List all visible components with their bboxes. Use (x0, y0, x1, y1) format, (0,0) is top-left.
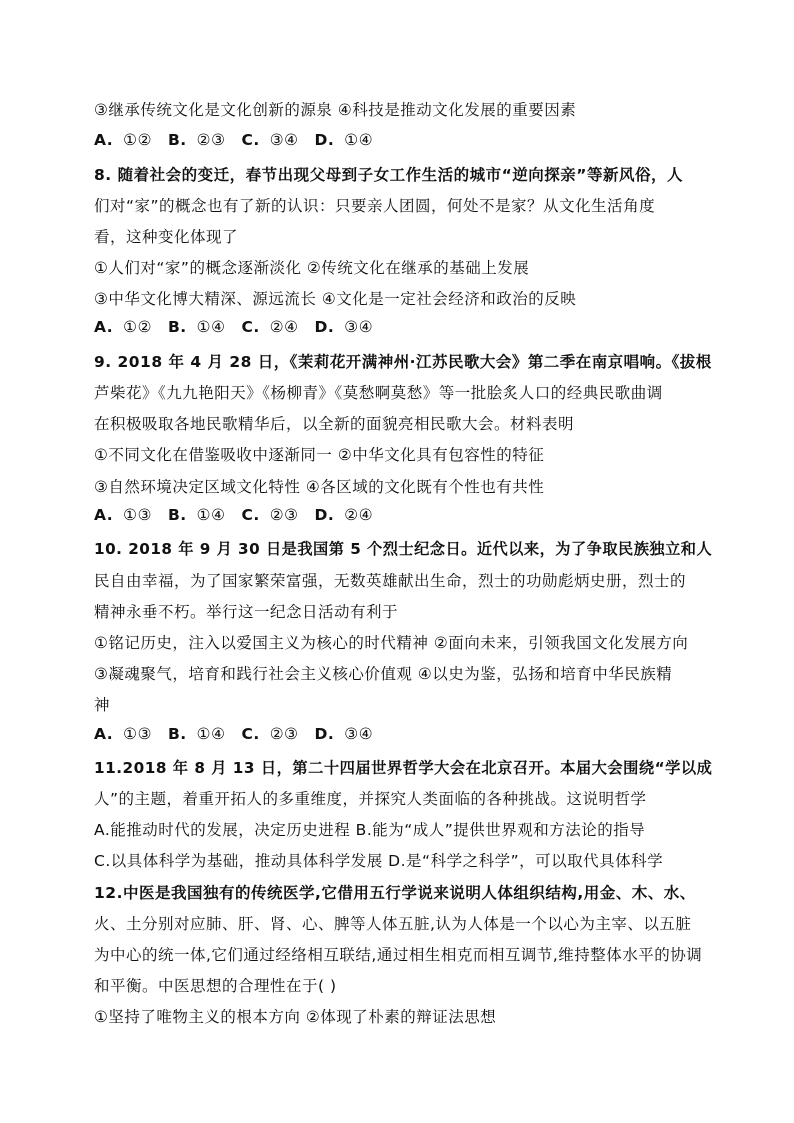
question-stem: 11.2018 年 8 月 13 日，第二十四届世界哲学大会在北京召开。本届大会围绕“学以成 (94, 759, 713, 777)
text-line: 看，这种变化体现了 (94, 228, 239, 246)
answer-options (94, 506, 389, 524)
option-value: ③④ (269, 131, 299, 149)
option-label: B. (167, 131, 187, 149)
option-label: C. (241, 318, 260, 336)
option-value: ②④ (269, 318, 299, 336)
text-line: ③继承传统文化是文化创新的源泉 ④科技是推动文化发展的重要因素 (94, 101, 577, 119)
option-value: ①② (123, 318, 152, 336)
text-line: 芦柴花》《九九艳阳天》《杨柳青》《莫愁啊莫愁》等一批脍炙人口的经典民歌曲调 (94, 384, 663, 402)
option-label: A. (94, 725, 114, 743)
text-line: ③凝魂聚气，培育和践行社会主义核心价值观 ④以史为鉴，弘扬和培育中华民族精 (94, 665, 673, 683)
option-label: A. (94, 506, 114, 524)
option-label: B. (167, 725, 187, 743)
option-label: D. (314, 318, 335, 336)
option-value: ①④ (196, 506, 226, 524)
text-line: ③自然环境决定区域文化特性 ④各区域的文化既有个性也有共性 (94, 478, 545, 496)
option-label: D. (314, 131, 335, 149)
option-value: ②③ (269, 506, 299, 524)
option-value: ①④ (196, 318, 226, 336)
text-line: 民自由幸福，为了国家繁荣富强，无数英雄献出生命，烈士的功勋彪炳史册，烈士的 (94, 572, 687, 590)
question-stem: 8. 随着社会的变迁，春节出现父母到子女工作生活的城市“逆向探亲”等新风俗，人 (94, 166, 683, 184)
option-label: C. (241, 131, 260, 149)
text-line: 人”的主题，着重开拓人的多重维度，并探究人类面临的各种挑战。这说明哲学 (94, 790, 647, 808)
text-line: A.能推动时代的发展，决定历史进程 B.能为“成人”提供世界观和方法论的指导 (94, 821, 646, 839)
text-line: 在积极吸取各地民歌精华后，以全新的面貌亮相民歌大会。材料表明 (94, 415, 575, 433)
option-label: C. (241, 506, 260, 524)
option-value: ③④ (344, 725, 374, 743)
text-line: 为中心的统一体,它们通过经络相互联结,通过相生相克而相互调节,维持整体水平的协调 (94, 946, 703, 964)
option-value: ①② (123, 131, 152, 149)
answer-options (94, 318, 389, 336)
option-value: ①④ (344, 131, 374, 149)
text-line: ①人们对“家”的概念逐渐淡化 ②传统文化在继承的基础上发展 (94, 259, 530, 277)
text-line: ①坚持了唯物主义的根本方向 ②体现了朴素的辩证法思想 (94, 1008, 497, 1026)
question-stem: 9. 2018 年 4 月 28 日，《茉莉花开满神州·江苏民歌大会》第二季在南京唱响。《拔根 (94, 353, 712, 371)
option-value: ②④ (344, 506, 374, 524)
option-value: ③④ (344, 318, 374, 336)
text-line: ③中华文化博大精深、源远流长 ④文化是一定社会经济和政治的反映 (94, 290, 577, 308)
question-stem: 10. 2018 年 9 月 30 日是我国第 5 个烈士纪念日。近代以来，为了争取民族独立和人 (94, 540, 713, 558)
text-line: 神 (94, 696, 111, 714)
option-value: ①④ (196, 725, 226, 743)
text-line: ①不同文化在借鉴吸收中逐渐同一 ②中华文化具有包容性的特征 (94, 446, 545, 464)
text-line: 和平衡。中医思想的合理性在于( ) (94, 977, 337, 995)
text-line: 精神永垂不朽。举行这一纪念日活动有利于 (94, 603, 399, 621)
text-line: ①铭记历史，注入以爱国主义为核心的时代精神 ②面向未来，引领我国文化发展方向 (94, 634, 689, 652)
option-value: ②③ (196, 131, 226, 149)
option-value: ①③ (123, 506, 152, 524)
text-line: 们对“家”的概念也有了新的认识：只要亲人团圆，何处不是家？从文化生活角度 (94, 197, 656, 215)
option-value: ②③ (269, 725, 299, 743)
option-label: B. (167, 318, 187, 336)
option-label: C. (241, 725, 260, 743)
option-label: A. (94, 131, 114, 149)
answer-options (94, 131, 389, 149)
option-label: D. (314, 506, 335, 524)
option-label: A. (94, 318, 114, 336)
option-label: D. (314, 725, 335, 743)
option-value: ①③ (123, 725, 152, 743)
text-line: C.以具体科学为基础，推动具体科学发展 D.是“科学之科学”，可以取代具体科学 (94, 852, 664, 870)
option-label: B. (167, 506, 187, 524)
text-line: 火、土分别对应肺、肝、肾、心、脾等人体五脏,认为人体是一个以心为主宰、以五脏 (94, 915, 692, 933)
question-stem: 12.中医是我国独有的传统医学,它借用五行学说来说明人体组织结构,用金、木、水、 (94, 884, 696, 902)
answer-options (94, 725, 389, 743)
